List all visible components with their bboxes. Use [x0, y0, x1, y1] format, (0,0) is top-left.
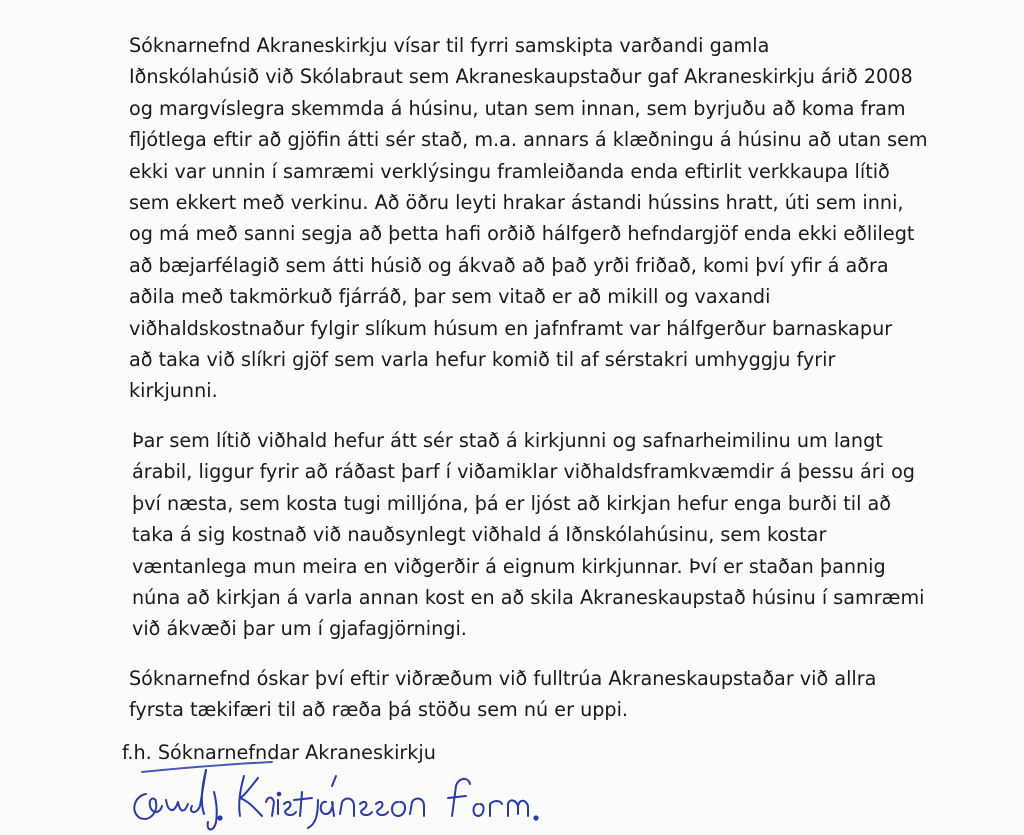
paragraph-2 — [120, 425, 932, 645]
text-line: fyrsta tækifæri til að ræða þá stöðu sem nú er uppi. — [129, 698, 629, 722]
paragraph-3 — [120, 663, 929, 726]
text-line: núna að kirkjan á varla annan kost en að skila Akraneskaupstað húsinu í samræmi — [132, 586, 925, 610]
text-line: fljótlega eftir að gjöfin átti sér stað, m.a. annars á klæðningu á húsinu að utan sem — [129, 128, 928, 152]
text-line: ekki var unnin í samræmi verklýsingu framleiðanda enda eftirlit verkkaupa lítið — [129, 159, 890, 183]
text-line: að bæjarfélagið sem átti húsið og ákvað að það yrði friðað, komi því yfir á aðra — [129, 253, 889, 277]
text-line: viðhaldskostnaður fylgir slíkum húsum en jafnframt var hálfgerður barnaskapur — [129, 316, 893, 340]
text-line: sem ekkert með verkinu. Að öðru leyti hrakar ástandi hússins hratt, úti sem inni, — [129, 191, 904, 215]
handwritten-signature — [122, 756, 562, 835]
text-line: Sóknarnefnd Akraneskirkju vísar til fyrri samskipta varðandi gamla — [129, 34, 770, 57]
text-line: árabil, liggur fyrir að ráðast þarf í viðamiklar viðhaldsframkvæmdir á þessu ári og — [132, 460, 915, 484]
text-line: og margvíslegra skemmda á húsinu, utan sem innan, sem byrjuðu að koma fram — [129, 96, 906, 120]
text-line: og má með sanni segja að þetta hafi orðið hálfgerð hefndargjöf enda ekki eðlilegt — [129, 222, 915, 246]
text-line: Iðnskólahúsið við Skólabraut sem Akraneskaupstaður gaf Akraneskirkju árið 2008 — [129, 65, 913, 89]
text-line: því næsta, sem kosta tugi milljóna, þá er ljóst að kirkjan hefur enga burði til að — [132, 491, 892, 515]
paragraph-1 — [120, 30, 929, 407]
text-line: Sóknarnefnd óskar því eftir viðræðum við fulltrúa Akraneskaupstaðar við allra — [129, 667, 877, 690]
text-line: við ákvæði þar um í gjafagjörningi. — [132, 617, 467, 641]
text-line: taka á sig kostnað við nauðsynlegt viðhald á Iðnskólahúsinu, sem kostar — [132, 523, 827, 547]
closing-line: f.h. Sóknarnefndar Akraneskirkju — [122, 741, 436, 764]
text-line: aðila með takmörkuð fjárráð, þar sem vitað er að mikill og vaxandi — [129, 285, 771, 309]
text-line: kirkjunni. — [129, 379, 218, 403]
text-line: Þar sem lítið viðhald hefur átt sér stað á kirkjunni og safnarheimilinu um langt — [132, 429, 883, 452]
text-line: að taka við slíkri gjöf sem varla hefur komið til af sérstakri umhyggju fyrir — [129, 348, 836, 372]
text-line: væntanlega mun meira en viðgerðir á eignum kirkjunnar. Því er staðan þannig — [132, 554, 886, 578]
